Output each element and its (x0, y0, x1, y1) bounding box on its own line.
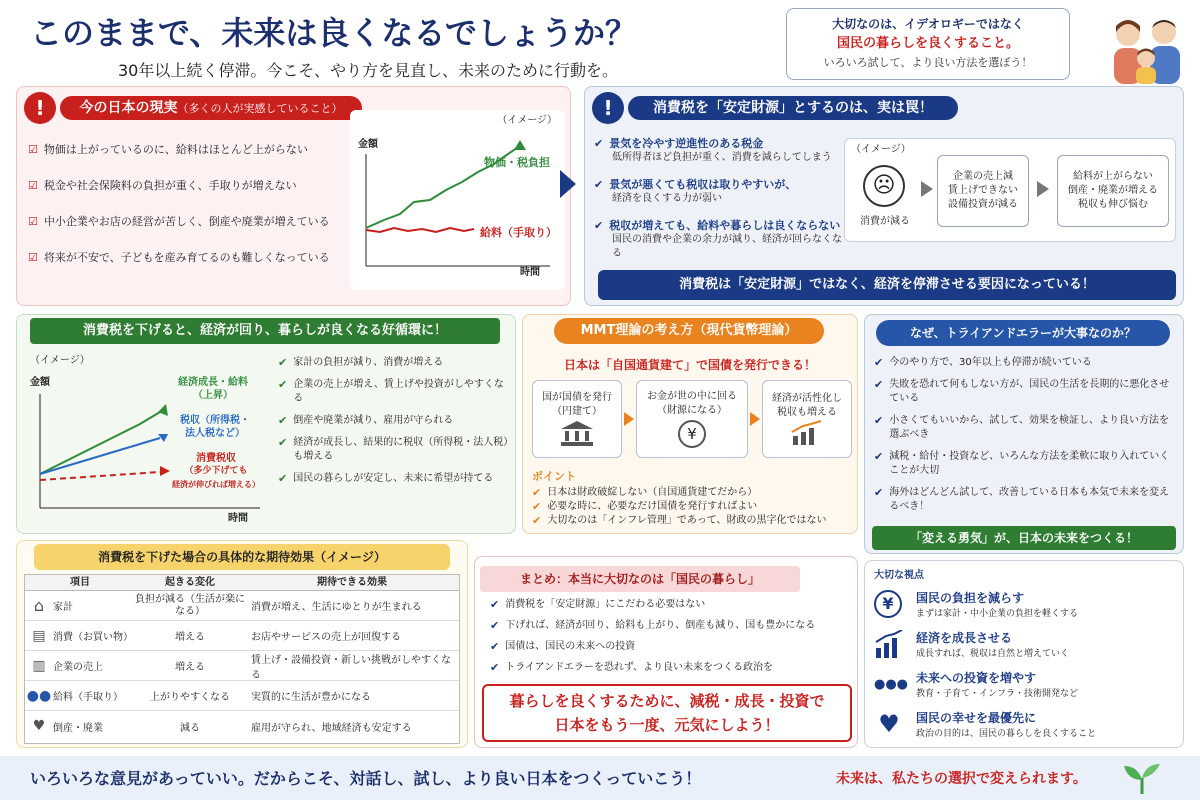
page-title: このままで、未来は良くなるでしょうか？ (30, 14, 638, 52)
check-icon: ✔ (594, 137, 604, 150)
summary-list (490, 598, 852, 675)
mmt-box2-line: （財源になる） (657, 405, 727, 416)
arrow-right-icon (921, 181, 933, 197)
mmt-points (532, 486, 854, 528)
reality-chart-ylabel: 金額 (358, 139, 378, 150)
trial-banner: 「変える勇気」が、日本の未来をつくる！ (872, 526, 1176, 550)
cycle-item (278, 472, 510, 486)
table-cell-change: 減る (180, 722, 200, 734)
mmt-point (532, 486, 854, 500)
mmt-box3-line: 税収も増える (777, 407, 837, 418)
mmt-point (532, 500, 854, 514)
check-icon: ✔ (874, 450, 884, 463)
trial-item-text: 今のやり方で、30年以上も停滞が続いている (889, 357, 1092, 368)
reality-item (28, 178, 348, 193)
trap-box1-line: 賃上げできない (948, 185, 1018, 196)
summary-callout (482, 684, 852, 742)
trap-item-sub: 低所得者ほど負担が重く、消費を減らしてしまう (612, 152, 832, 163)
trial-item-text: 減税・給付・投資など、いろんな方法を柔軟に取り入れていくことが大切 (889, 451, 1170, 476)
check-icon: ☑ (28, 179, 38, 192)
arrow-right-icon (560, 170, 576, 198)
check-icon: ✔ (278, 356, 288, 369)
table-cell-item (25, 688, 135, 704)
check-icon: ✔ (532, 500, 542, 513)
viewpoint-sub: 政治の目的は、国民の暮らしを良くすること (916, 729, 1097, 739)
trap-box2 (1057, 155, 1169, 227)
cycle-item-text: 家計の負担が減り、消費が増える (293, 357, 444, 368)
viewpoint-head: 国民の幸せを最優先に (916, 711, 1037, 725)
summary-title: まとめ：本当に大切なのは「国民の暮らし」 (480, 566, 800, 592)
reality-title-note: （多くの人が実感していること） (177, 102, 343, 115)
cycle-series1-arrow (158, 404, 168, 416)
people-icon: ●●● (874, 676, 909, 692)
bank-building-icon (559, 419, 595, 447)
mmt-point-text: 大切なのは「インフレ管理」であって、財政の黒字化ではない (547, 515, 827, 526)
trial-item-text: 小さくてもいいから、試して、効果を検証し、より良い方法を選ぶべき (889, 415, 1170, 440)
trial-item (874, 450, 1178, 478)
mmt-box2-line: お金が世の中に回る (647, 391, 737, 402)
sad-face-icon: ☹ (863, 165, 905, 207)
table-cell-text: 企業の売上 (53, 662, 103, 673)
check-icon: ✔ (532, 514, 542, 527)
trap-item-head: 税収が増えても、給料や暮らしは良くならない (609, 219, 841, 232)
summary-item-text: 国債は、国民の未来への投資 (505, 641, 636, 652)
cycle-list (278, 356, 510, 486)
reality-item (28, 250, 348, 265)
cycle-chart-note: （イメージ） (30, 355, 90, 366)
viewpoints-list (874, 584, 1180, 744)
cycle-series3-label-l2: （多少下げても (184, 466, 248, 476)
cycle-series3-label-l3: 経済が伸びれば増える） (172, 480, 260, 489)
cycle-series2-label-l1: 税収（所得税・ (180, 415, 250, 426)
arrow-right-icon (750, 412, 760, 426)
cycle-title: 消費税を下げると、経済が回り、暮らしが良くなる好循環に！ (30, 318, 500, 344)
yen-icon: ¥ (678, 420, 706, 448)
trap-box1 (937, 155, 1029, 227)
table-cell-effect: 雇用が守られ、地域経済も安定する (251, 722, 412, 734)
summary-item (490, 619, 852, 633)
cycle-series2-label-l2: 法人税など） (185, 428, 245, 439)
summary-item (490, 598, 852, 612)
message-box (786, 8, 1070, 80)
heart-icon: ♥ (878, 710, 900, 738)
cycle-item (278, 436, 510, 464)
trap-face-label: 消費が減る (860, 216, 910, 227)
table-cell-change: 増える (175, 632, 205, 643)
cycle-item (278, 414, 510, 428)
reality-series1-label: 物価・税負担 (484, 156, 550, 169)
table-cell-change: 増える (175, 662, 205, 673)
trap-diagram-note: （イメージ） (851, 144, 911, 155)
cycle-series3-label (172, 452, 260, 491)
cycle-item (278, 378, 510, 406)
reality-list (28, 142, 348, 265)
mmt-box3-line: 経済が活性化し (772, 393, 842, 404)
trial-title: なぜ、トライアンドエラーが大事なのか？ (876, 320, 1170, 346)
check-icon: ✔ (278, 436, 288, 449)
shop-icon: ▤ (32, 627, 46, 644)
table-row (25, 651, 459, 681)
trap-item (594, 177, 844, 192)
table-row (25, 681, 459, 711)
cycle-item-text: 倒産や廃業が減り、雇用が守られる (293, 415, 454, 426)
message-line1: 大切なのは、イデオロギーではなく (832, 17, 1024, 31)
growth-chart-icon (874, 630, 904, 658)
table-cell-item (25, 658, 135, 674)
trap-item-sub: 国民の消費や企業の余力が減り、経済が回らなくなる (612, 234, 842, 259)
mmt-box1-line: （円建て） (552, 406, 602, 417)
cycle-chart-xlabel: 時間 (228, 513, 248, 524)
trap-item-head: 景気が悪くても税収は取りやすいが、 (609, 178, 797, 191)
table-cell-effect: 実質的に生活が豊かになる (251, 692, 371, 703)
trap-box1-line: 設備投資が減る (948, 199, 1018, 210)
reality-item-text: 中小企業やお店の経営が苦しく、倒産や廃業が増えている (43, 215, 330, 228)
reality-chart-xlabel: 時間 (520, 267, 540, 278)
check-icon: ☑ (28, 215, 38, 228)
viewpoint-item (874, 624, 1180, 664)
cycle-item-text: 企業の売上が増え、賃上げや投資がしやすくなる (293, 379, 504, 404)
check-icon: ✔ (278, 378, 288, 391)
mmt-box1-line: 国が国債を発行 (542, 392, 612, 403)
table-cell-effect: 賃上げ・設備投資・新しい挑戦がしやすくなる (251, 654, 451, 681)
check-icon: ☑ (28, 251, 38, 264)
trial-item-text: 海外はどんどん試して、改善している日本も本気で未来を変えるべき！ (889, 487, 1170, 512)
viewpoint-head: 未来への投資を増やす (916, 671, 1037, 685)
mmt-point-text: 必要な時に、必要なだけ国債を発行すればよい (547, 501, 758, 512)
viewpoint-item (874, 664, 1180, 704)
check-icon: ✔ (874, 414, 884, 427)
viewpoint-head: 国民の負担を減らす (916, 591, 1025, 605)
reality-chart-note: （イメージ） (497, 115, 557, 126)
building-icon: ▥ (32, 657, 46, 674)
trial-item (874, 486, 1178, 514)
table-row (25, 591, 459, 621)
trial-item-text: 失敗を恐れて何もしない方が、国民の生活を長期的に悪化させている (889, 379, 1170, 404)
table-cell-text: 消費（お買い物） (53, 632, 133, 643)
trap-box2-line: 税収も伸び悩む (1078, 199, 1148, 210)
reality-item-text: 税金や社会保険料の負担が重く、手取りが増えない (43, 179, 297, 192)
footer-left-text: いろいろな意見があっていい。だからこそ、対話し、試し、より良い日本をつくっていこう！ (30, 769, 702, 788)
trap-item (594, 136, 844, 151)
arrow-right-icon (1037, 181, 1049, 197)
table-cell-item (25, 628, 135, 644)
house-icon: ⌂ (33, 596, 45, 615)
table-header-cell: 期待できる効果 (317, 577, 387, 588)
reality-title (60, 96, 362, 120)
check-icon: ✔ (278, 414, 288, 427)
cycle-item-text: 国民の暮らしが安定し、未来に希望が持てる (293, 473, 494, 484)
summary-item (490, 640, 852, 654)
mmt-point (532, 514, 854, 528)
cycle-series3-arrow (160, 466, 170, 476)
check-icon: ✔ (278, 472, 288, 485)
reality-item-text: 将来が不安で、子どもを産み育てるのも難しくなっている (43, 251, 330, 264)
growth-chart-icon (789, 420, 825, 446)
trap-box2-line: 給料が上がらない (1073, 171, 1153, 182)
alert-icon: ! (592, 92, 624, 124)
trap-item-sub: 経済を良くする力が弱い (612, 193, 722, 204)
table-cell-item (25, 718, 135, 734)
trap-item-head: 景気を冷やす逆進性のある税金 (609, 137, 764, 150)
viewpoint-head: 経済を成長させる (916, 631, 1013, 645)
check-icon: ✔ (490, 661, 500, 674)
summary-item-text: トライアンドエラーを恐れず、より良い未来をつくる政治を (505, 662, 774, 673)
reality-item (28, 214, 348, 229)
trap-conclusion: 消費税は「安定財源」ではなく、経済を停滞させる要因になっている！ (598, 270, 1176, 300)
check-icon: ✔ (490, 640, 500, 653)
table-row (25, 711, 459, 741)
cycle-item-text: 経済が成長し、結果的に税収（所得税・法人税）も増える (293, 437, 509, 462)
check-icon: ✔ (874, 356, 884, 369)
trap-title: 消費税を「安定財源」とするのは、実は罠！ (628, 96, 958, 120)
table-header-cell: 項目 (70, 577, 90, 588)
reality-series1-arrow (514, 140, 526, 150)
people-icon: ●● (26, 687, 52, 704)
table-cell-text: 給料（手取り） (53, 692, 123, 703)
cycle-chart-ylabel: 金額 (30, 377, 50, 388)
trial-item (874, 356, 1178, 370)
table-cell-text: 倒産・廃業 (53, 722, 103, 734)
cycle-series2-label (180, 414, 250, 440)
check-icon: ✔ (874, 378, 884, 391)
viewpoints-title: 大切な視点 (874, 570, 924, 581)
summary-callout-line1: 暮らしを良くするために、減税・成長・投資で (509, 692, 825, 710)
viewpoint-item (874, 704, 1180, 744)
arrow-right-icon (624, 412, 634, 426)
summary-item-text: 下げれば、経済が回り、給料も上がり、倒産も減り、国も豊かになる (505, 620, 816, 631)
trap-diagram (844, 138, 1176, 242)
page-subtitle: 30年以上続く停滞。今こそ、やり方を見直し、未来のために行動を。 (118, 61, 619, 80)
cycle-series3-line (40, 472, 160, 480)
summary-item (490, 661, 852, 675)
reality-chart-plot (350, 110, 565, 290)
reality-item-text: 物価は上がっているのに、給料はほとんど上がらない (43, 143, 308, 156)
cycle-series1-label-l1: 経済成長・給料 (178, 377, 248, 388)
table-row (25, 621, 459, 651)
table-cell-effect: お店やサービスの売上が回復する (251, 632, 401, 643)
check-icon: ✔ (490, 598, 500, 611)
alert-icon: ! (24, 92, 56, 124)
message-line3: いろいろ試して、より良い方法を選ぼう！ (823, 56, 1033, 69)
summary-callout-line2: 日本をもう一度、元気にしよう！ (554, 716, 780, 734)
trial-item (874, 378, 1178, 406)
footer-right-text: 未来は、私たちの選択で変えられます。 (836, 771, 1087, 787)
mmt-point-text: 日本は財政破綻しない（自国通貨建てだから） (547, 487, 758, 498)
check-icon: ✔ (594, 178, 604, 191)
viewpoint-sub: 教育・子育て・インフラ・技術開発など (916, 689, 1079, 699)
family-illustration (1098, 12, 1194, 84)
table-header-cell: 起きる変化 (165, 577, 215, 588)
cycle-item (278, 356, 510, 370)
reality-title-main: 今の日本の現実 (79, 100, 178, 116)
table-cell-effect: 消費が増え、生活にゆとりが生まれる (251, 602, 422, 613)
reality-chart (350, 110, 565, 290)
viewpoint-sub: まずは家計・中小企業の負担を軽くする (916, 609, 1079, 619)
trap-box1-line: 企業の売上減 (953, 171, 1013, 182)
broken-heart-icon: ♥ (32, 718, 46, 734)
mmt-box3 (762, 380, 852, 458)
mmt-headline: 日本は「自国通貨建て」で国債を発行できる！ (563, 358, 816, 372)
trap-list (594, 136, 844, 261)
table-cell-item (25, 596, 135, 615)
trial-list (874, 356, 1178, 514)
table-cell-change: 上がりやすくなる (150, 692, 230, 703)
yen-icon: ¥ (874, 590, 902, 618)
table-cell-change: 負担が減る（生活が楽になる） (135, 593, 245, 617)
viewpoint-item (874, 584, 1180, 624)
cycle-series1-label (178, 376, 248, 402)
cycle-series1-label-l2: （上昇） (193, 390, 233, 401)
effects-table (24, 574, 460, 744)
check-icon: ✔ (874, 486, 884, 499)
mmt-title: MMT理論の考え方（現代貨幣理論） (554, 318, 824, 344)
effects-title: 消費税を下げた場合の具体的な期待効果（イメージ） (34, 544, 450, 570)
trap-item (594, 218, 844, 233)
trap-box2-line: 倒産・廃業が増える (1068, 185, 1158, 196)
mmt-box2 (636, 380, 748, 458)
reality-series2-label: 給料（手取り） (480, 226, 557, 239)
mmt-point-label: ポイント (532, 470, 576, 483)
reality-series2-line (366, 228, 474, 232)
trial-item (874, 414, 1178, 442)
table-header-row (25, 575, 459, 591)
summary-item-text: 消費税を「安定財源」にこだわる必要はない (505, 599, 706, 610)
check-icon: ✔ (594, 219, 604, 232)
table-cell-text: 家計 (53, 602, 73, 613)
reality-item (28, 142, 348, 157)
cycle-series3-label-l1: 消費税収 (196, 453, 236, 464)
check-icon: ☑ (28, 143, 38, 156)
viewpoint-sub: 成長すれば、税収は自然と増えていく (916, 649, 1070, 659)
mmt-box1 (532, 380, 622, 458)
sprout-icon (1120, 760, 1164, 796)
message-line2: 国民の暮らしを良くすること。 (836, 36, 1019, 51)
check-icon: ✔ (532, 486, 542, 499)
check-icon: ✔ (490, 619, 500, 632)
